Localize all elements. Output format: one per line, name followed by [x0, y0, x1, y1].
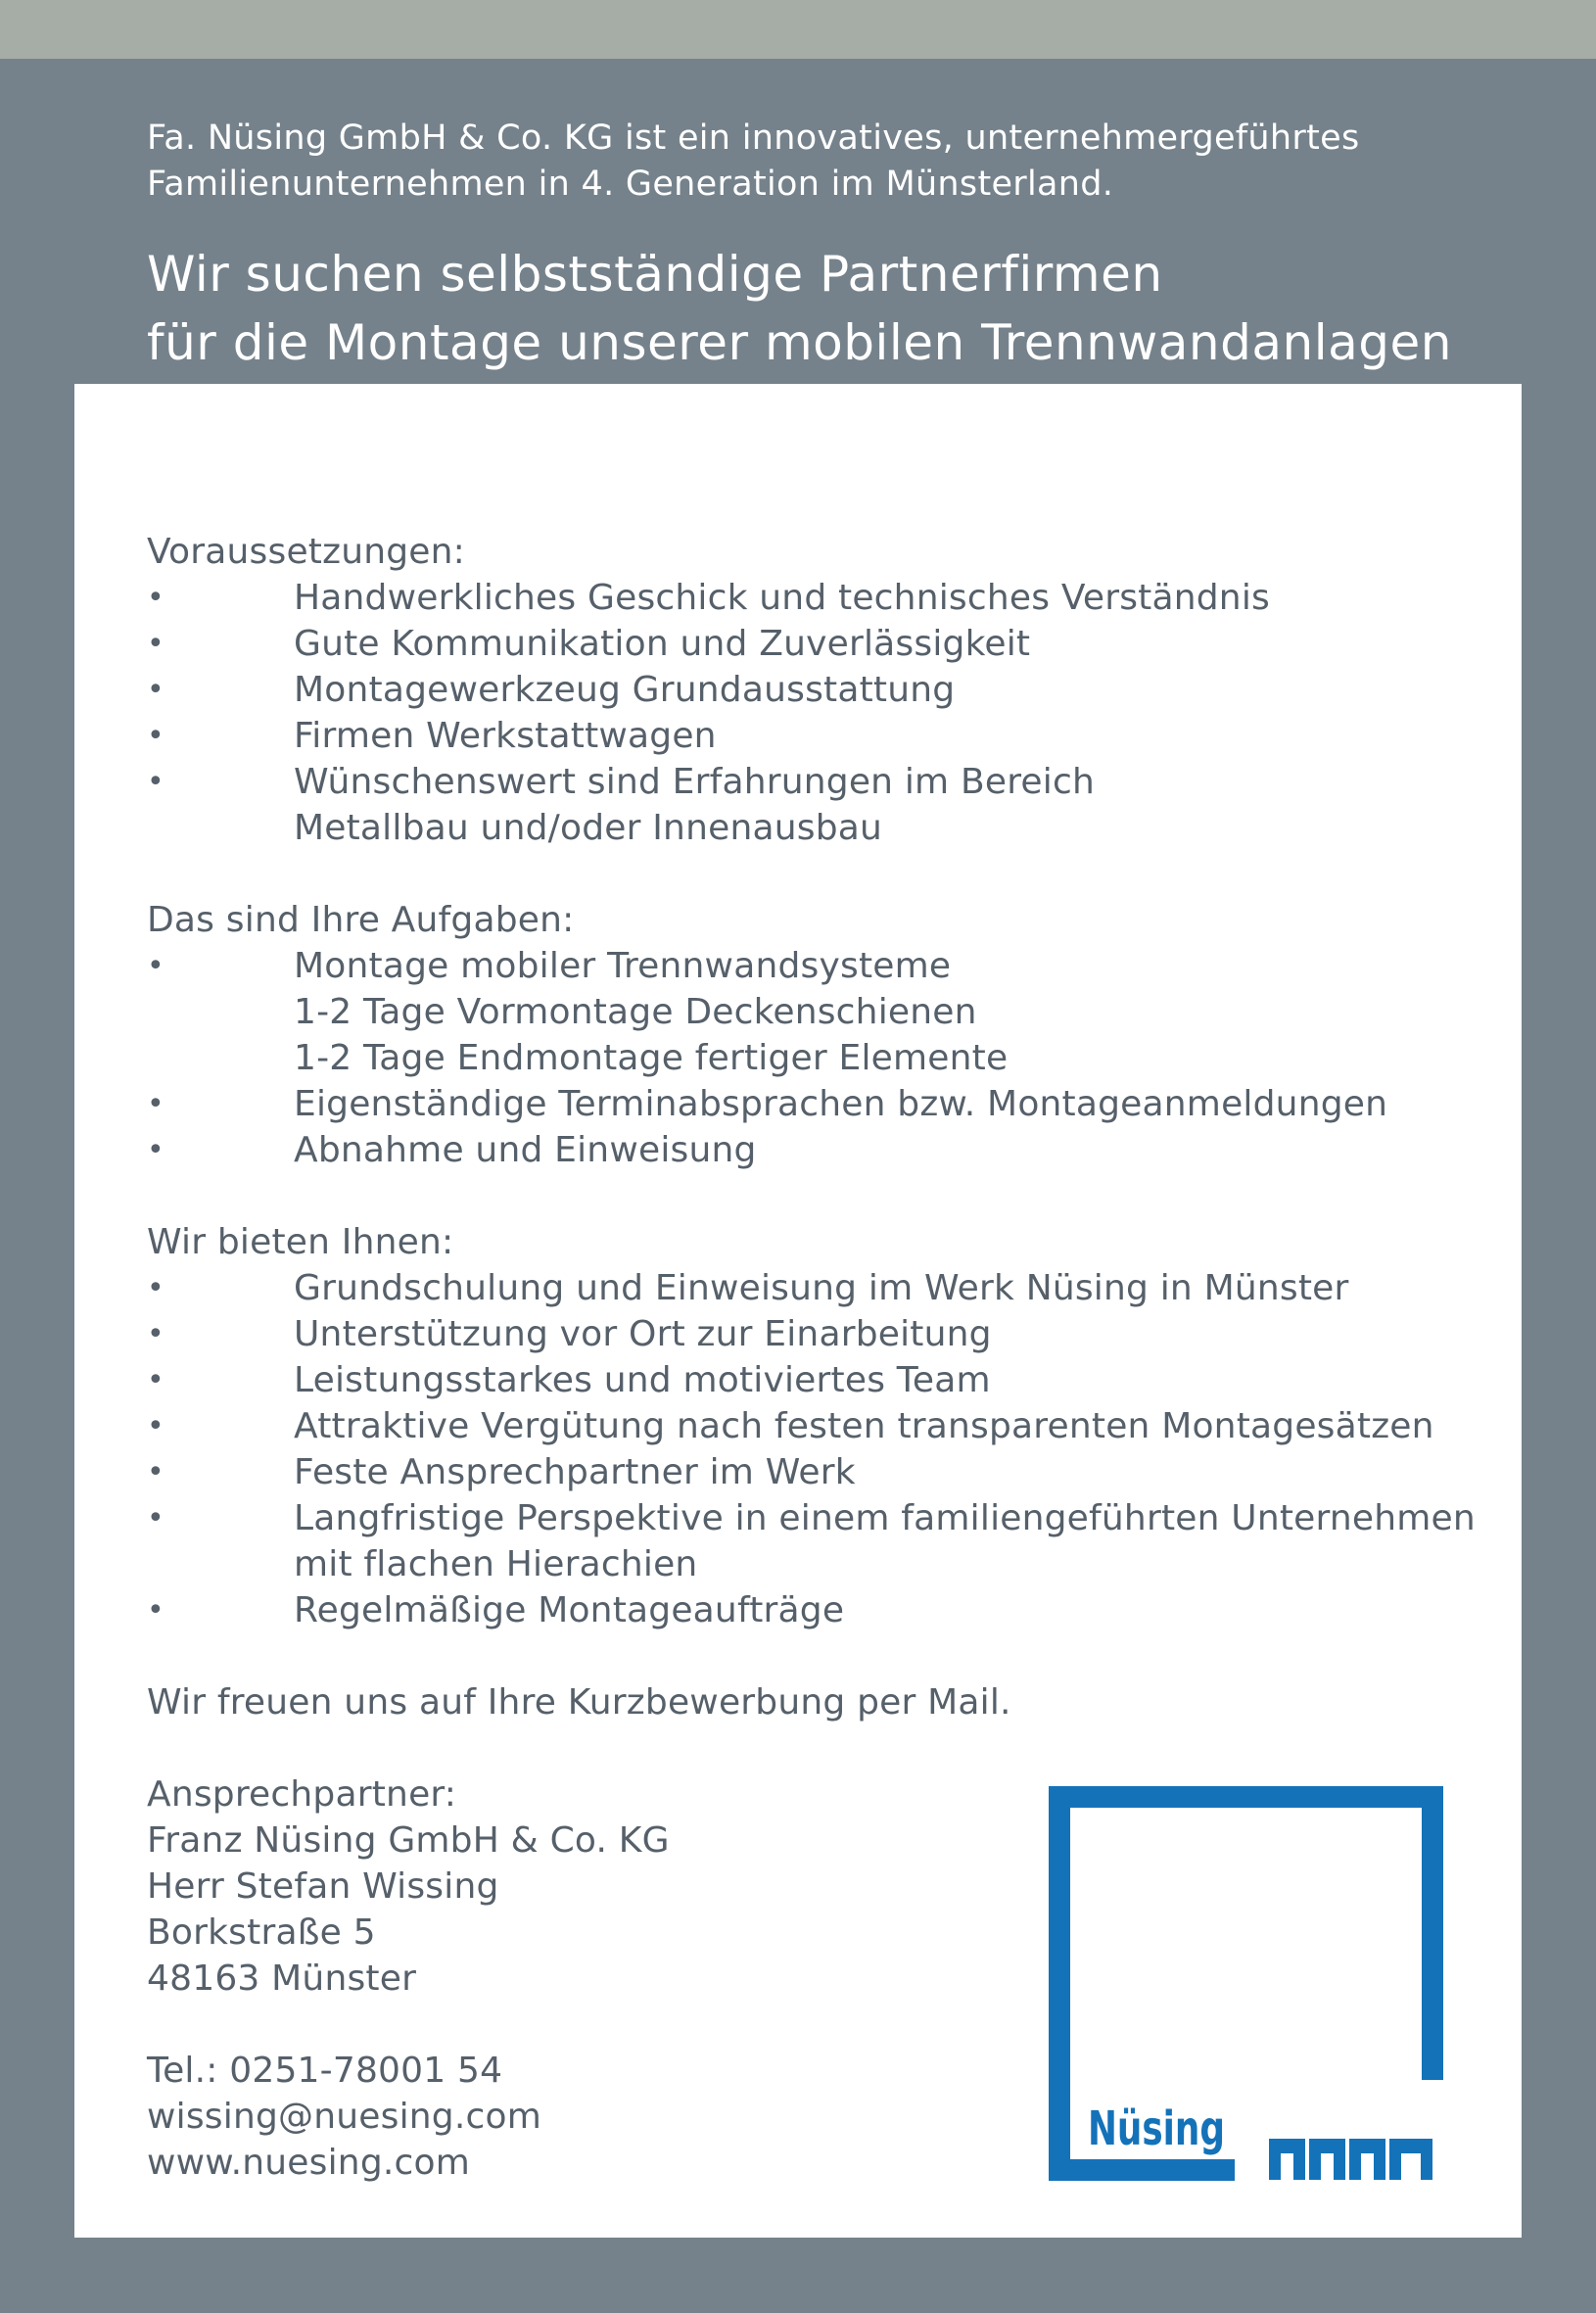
bullet-icon: •: [147, 1271, 164, 1305]
logo-wordmark: Nüsing: [1088, 2101, 1225, 2156]
list-item-text: [294, 575, 1270, 621]
bullet-icon: •: [147, 949, 164, 983]
list-item-text: [294, 1081, 1387, 1127]
list-item-line: Regelmäßige Montageaufträge: [294, 1590, 845, 1630]
list-item-line: 1-2 Tage Vormontage Deckenschienen: [294, 992, 977, 1032]
requirements-list: [147, 575, 1459, 851]
list-item-line: Leistungsstarkes und motiviertes Team: [294, 1360, 991, 1400]
contact-person: Herr Stefan Wissing: [147, 1866, 499, 1907]
list-item-text: [294, 943, 1008, 1081]
section-angebot: [147, 1219, 1476, 1633]
list-item-line: Montagewerkzeug Grundausstattung: [294, 670, 956, 710]
top-strip: [0, 0, 1596, 59]
section-title: Das sind Ihre Aufgaben:: [147, 900, 575, 940]
logo-frame-segment: [1049, 2159, 1235, 2181]
list-item-text: [294, 1587, 844, 1633]
list-item-text: [294, 1403, 1434, 1449]
closing-text: Wir freuen uns auf Ihre Kurzbewerbung per Mail.: [147, 1682, 1011, 1723]
list-item-line: Unterstützung vor Ort zur Einarbeitung: [294, 1314, 992, 1354]
list-item: [147, 943, 1459, 1081]
bullet-icon: •: [147, 1133, 164, 1167]
bullet-icon: •: [147, 1317, 164, 1351]
bullet-icon: •: [147, 627, 164, 661]
list-item: [147, 1265, 1459, 1311]
list-item-text: [294, 759, 1095, 851]
list-item-line: Montage mobiler Trennwandsysteme: [294, 946, 952, 986]
section-aufgaben: [147, 897, 1459, 1173]
bullet-icon: •: [147, 1593, 164, 1628]
list-item-text: [294, 621, 1030, 667]
contact-phone: Tel.: 0251-78001 54: [147, 2051, 503, 2091]
bullet-icon: •: [147, 673, 164, 707]
headline-line: für die Montage unserer mobilen Trennwandanlagen: [147, 314, 1452, 371]
list-item-line: Abnahme und Einweisung: [294, 1130, 757, 1170]
list-item-line: Attraktive Vergütung nach festen transparenten Montagesätzen: [294, 1406, 1434, 1446]
list-item: [147, 1311, 1459, 1357]
contact-street: Borkstraße 5: [147, 1912, 376, 1953]
list-item-text: [294, 1265, 1349, 1311]
offer-list: [147, 1265, 1476, 1633]
bullet-icon: •: [147, 581, 164, 615]
list-item: [147, 1081, 1459, 1127]
list-item: [147, 1587, 1459, 1633]
list-item-line: 1-2 Tage Endmontage fertiger Elemente: [294, 1038, 1009, 1078]
section-voraussetzungen: [147, 529, 1459, 851]
section-title: Wir bieten Ihnen:: [147, 1222, 454, 1262]
section-title: Voraussetzungen:: [147, 532, 465, 572]
nuesing-logo: [1049, 1786, 1450, 2188]
bullet-icon: •: [147, 1363, 164, 1397]
list-item-text: [294, 1495, 1476, 1587]
contact-city: 48163 Münster: [147, 1959, 417, 1999]
list-item-line: Metallbau und/oder Innenausbau: [294, 808, 883, 848]
list-item: [147, 1449, 1459, 1495]
list-item-line: Langfristige Perspektive in einem familiengeführten Unternehmen: [294, 1498, 1476, 1538]
contact-title: Ansprechpartner:: [147, 1774, 457, 1815]
list-item-line: Eigenständige Terminabsprachen bzw. Montageanmeldungen: [294, 1084, 1388, 1124]
list-item: [147, 759, 1459, 851]
list-item-text: [294, 713, 717, 759]
list-item-line: Gute Kommunikation und Zuverlässigkeit: [294, 624, 1031, 664]
list-item-line: Grundschulung und Einweisung im Werk Nüsing in Münster: [294, 1268, 1349, 1308]
list-item: [147, 1127, 1459, 1173]
list-item-line: Firmen Werkstattwagen: [294, 716, 717, 756]
content-panel: [74, 384, 1522, 2238]
list-item: [147, 1403, 1459, 1449]
list-item: [147, 713, 1459, 759]
list-item-text: [294, 1127, 757, 1173]
headline: [147, 240, 1537, 377]
bullet-icon: •: [147, 765, 164, 799]
contact-email[interactable]: wissing@nuesing.com: [147, 2097, 541, 2137]
list-item: [147, 1357, 1459, 1403]
intro-text: [147, 116, 1518, 208]
list-item-text: [294, 1311, 992, 1357]
contact-website[interactable]: www.nuesing.com: [147, 2143, 471, 2183]
list-item-line: Handwerkliches Geschick und technisches Verständnis: [294, 578, 1270, 618]
list-item-line: mit flachen Hierachien: [294, 1544, 698, 1584]
bullet-icon: •: [147, 1501, 164, 1535]
tasks-list: [147, 943, 1459, 1173]
list-item: [147, 1495, 1476, 1587]
bullet-icon: •: [147, 1409, 164, 1443]
list-item-text: [294, 1449, 856, 1495]
list-item: [147, 575, 1459, 621]
list-item: [147, 621, 1459, 667]
list-item-line: Wünschenswert sind Erfahrungen im Bereich: [294, 762, 1095, 802]
intro-line: Fa. Nüsing GmbH & Co. KG ist ein innovatives, unternehmergeführtes: [147, 118, 1360, 158]
intro-line: Familienunternehmen in 4. Generation im Münsterland.: [147, 165, 1114, 204]
list-item-text: [294, 1357, 991, 1403]
bullet-icon: •: [147, 1087, 164, 1121]
list-item-line: Feste Ansprechpartner im Werk: [294, 1452, 856, 1492]
headline-line: Wir suchen selbstständige Partnerfirmen: [147, 246, 1163, 303]
list-item: [147, 667, 1459, 713]
list-item-text: [294, 667, 955, 713]
bullet-icon: •: [147, 719, 164, 753]
contact-company: Franz Nüsing GmbH & Co. KG: [147, 1820, 670, 1861]
bullet-icon: •: [147, 1455, 164, 1489]
